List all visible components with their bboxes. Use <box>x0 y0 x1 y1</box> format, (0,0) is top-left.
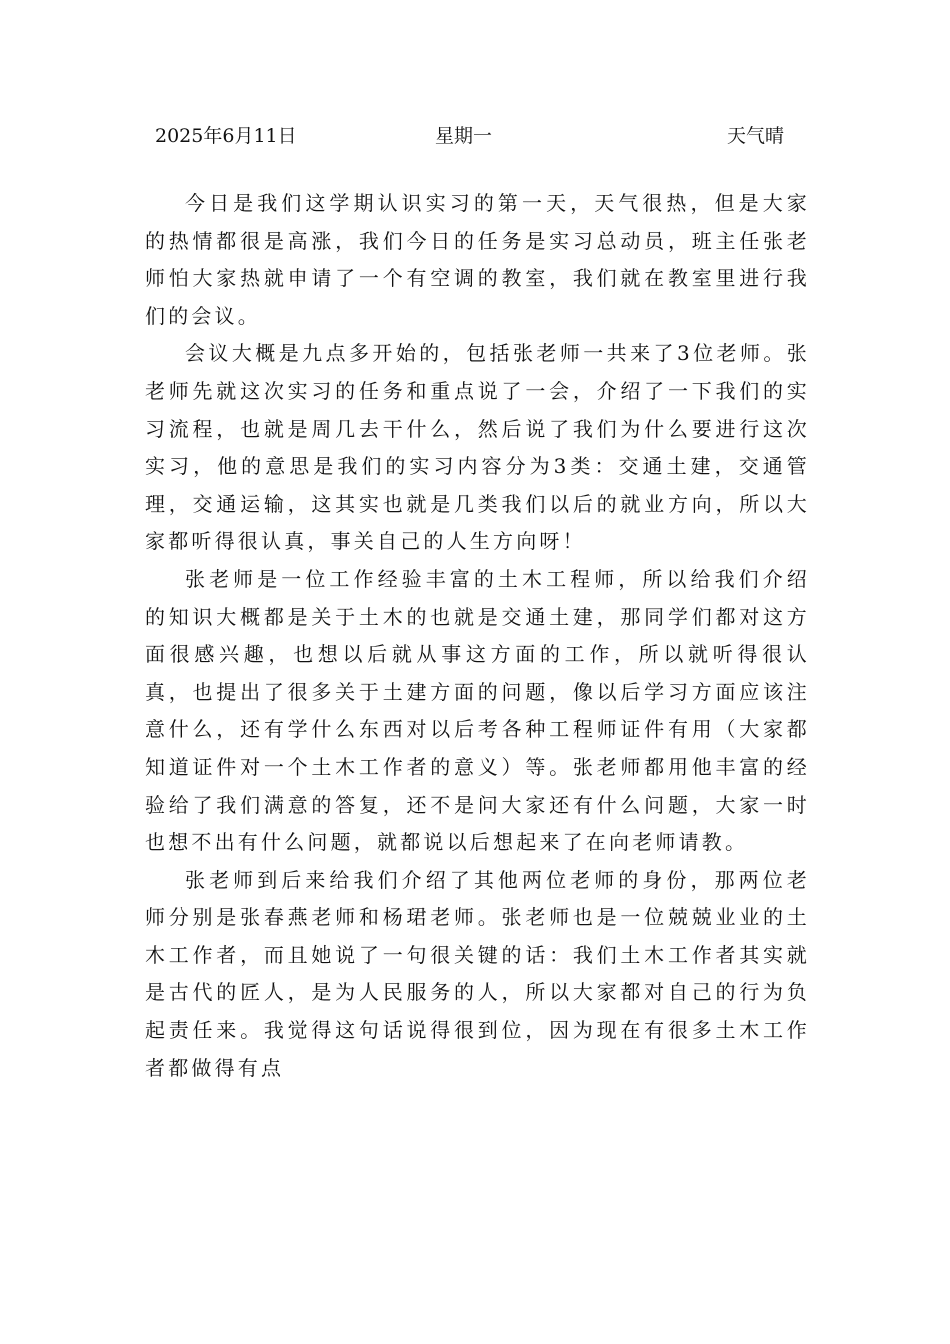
paragraph-4: 张老师到后来给我们介绍了其他两位老师的身份，那两位老师分别是张春燕老师和杨珺老师。张老师也是一位兢兢业业的土木工作者，而且她说了一句很关键的话：我们土木工作者其实就是古代的匠人，是为人民服务的人，所以大家都对自己的行为负起责任来。我觉得这句话说得很到位，因为现在有很多土木工作者都做得有点 <box>145 867 810 1080</box>
diary-weather: 天气晴 <box>727 125 785 147</box>
diary-date: 2025年6月11日 <box>155 125 297 147</box>
paragraph-3: 张老师是一位工作经验丰富的土木工程师，所以给我们介绍的知识大概都是关于土木的也就是交通土建，那同学们都对这方面很感兴趣，也想以后就从事这方面的工作，所以就听得很认真，也提出了很多关于土建方面的问题，像以后学习方面应该注意什么，还有学什么东西对以后考各种工程师证件有用（大家都知道证件对一个土木工作者的意义）等。张老师都用他丰富的经验给了我们满意的答复，还不是问大家还有什么问题，大家一时也想不出有什么问题，就都说以后想起来了在向老师请教。 <box>145 566 810 855</box>
diary-body <box>145 185 810 1087</box>
diary-weekday: 星期一 <box>435 125 493 147</box>
diary-header <box>155 120 815 152</box>
paragraph-2: 会议大概是九点多开始的，包括张老师一共来了3位老师。张老师先就这次实习的任务和重点说了一会，介绍了一下我们的实习流程，也就是周几去干什么，然后说了我们为什么要进行这次实习，他的意思是我们的实习内容分为3类：交通土建，交通管理，交通运输，这其实也就是几类我们以后的就业方向，所以大家都听得很认真，事关自己的人生方向呀！ <box>145 341 810 554</box>
paragraph-1: 今日是我们这学期认识实习的第一天，天气很热，但是大家的热情都很是高涨，我们今日的任务是实习总动员，班主任张老师怕大家热就申请了一个有空调的教室，我们就在教室里进行我们的会议。 <box>145 191 810 328</box>
